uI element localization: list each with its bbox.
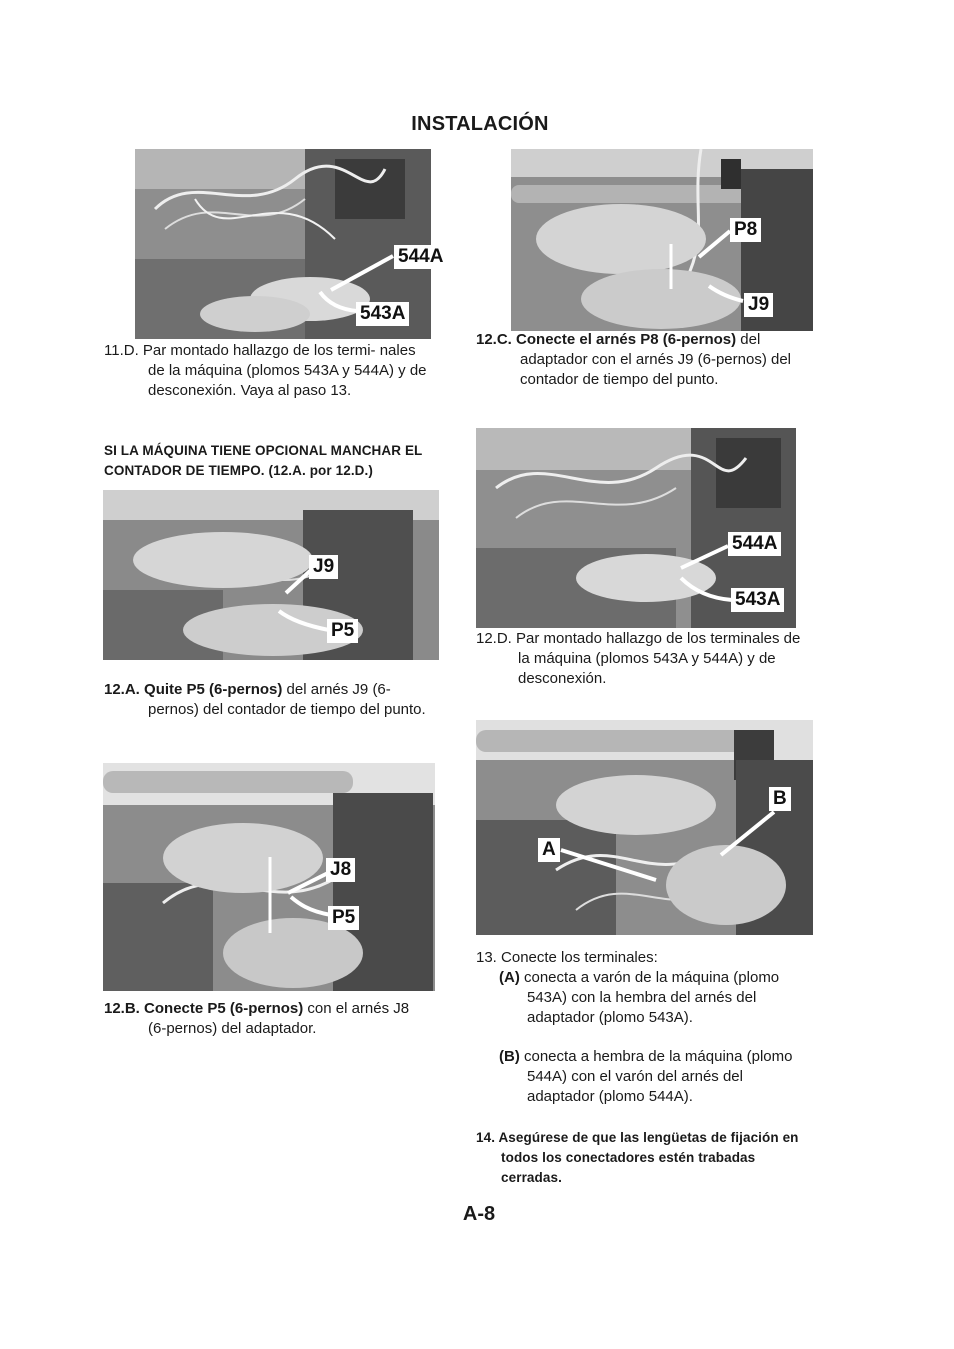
- step-13-intro: 13. Conecte los terminales:: [476, 949, 658, 966]
- callout-j9: J9: [309, 555, 338, 579]
- step-12b: [104, 999, 429, 1039]
- step-12a: [104, 680, 429, 720]
- callout-arrows-12a: [103, 490, 443, 670]
- callout-arrows-12c: [511, 149, 816, 339]
- callout-arrows-13: [476, 720, 816, 940]
- step-12c-number: 12.C.: [476, 331, 512, 348]
- step-12a-text: del arnés J9 (6- pernos) del contador de tiempo del punto.: [148, 681, 426, 718]
- step-14-text: Asegúrese de que las lengüetas de fijación en todos los conectadores estén trabadas cerradas.: [498, 1130, 799, 1185]
- callout-j8: J8: [326, 858, 355, 882]
- callout-arrows-12b: [103, 763, 443, 1003]
- callout-a: A: [538, 838, 560, 862]
- step-12c-text: del adaptador con el arnés J9 (6-pernos) del contador de tiempo del punto.: [520, 331, 791, 388]
- step-13-a: [499, 968, 817, 1028]
- callout-p8: P8: [730, 218, 761, 242]
- callout-543a-d: 543A: [731, 588, 784, 612]
- callout-arrows-11d: [135, 149, 435, 349]
- step-13-b-label: (B): [499, 1048, 520, 1065]
- callout-p5: P5: [327, 619, 358, 643]
- step-14-number: 14.: [476, 1130, 496, 1145]
- step-13-a-label: (A): [499, 969, 520, 986]
- step-11d-text: Par montado hallazgo de los termi- nales de la máquina (plomos 543A y 544A) y de desconexión. Vaya al paso 13.: [142, 342, 427, 399]
- step-13-b-text: conecta a hembra de la máquina (plomo 544A) con el varón del arnés del adaptador (plomo 544A).: [524, 1048, 793, 1105]
- step-12b-bold: Conecte P5 (6-pernos): [144, 1000, 304, 1017]
- step-12d-text: Par montado hallazgo de los terminales de la máquina (plomos 543A y 544A) y de desconexión.: [516, 630, 801, 687]
- callout-p5-b: P5: [328, 906, 359, 930]
- step-14: [476, 1128, 816, 1188]
- step-11d-number: 11.D.: [104, 342, 139, 359]
- page-title: INSTALACIÓN: [411, 113, 549, 135]
- step-12a-number: 12.A.: [104, 681, 140, 698]
- callout-544a: 544A: [394, 245, 447, 269]
- step-13-b: [499, 1047, 809, 1107]
- optional-timer-warning: SI LA MÁQUINA TIENE OPCIONAL MANCHAR EL CONTADOR DE TIEMPO. (12.A. por 12.D.): [104, 443, 423, 478]
- step-12c-bold: Conecte el arnés P8 (6-pernos): [516, 331, 737, 348]
- callout-j9-c: J9: [744, 293, 773, 317]
- step-12d-number: 12.D.: [476, 630, 512, 647]
- step-12b-text: con el arnés J8 (6-pernos) del adaptador.: [148, 1000, 410, 1037]
- callout-543a: 543A: [356, 302, 409, 326]
- step-12c: [476, 330, 811, 390]
- page-number: A-8: [462, 1203, 496, 1225]
- step-12b-number: 12.B.: [104, 1000, 140, 1017]
- step-13-a-text: conecta a varón de la máquina (plomo 543A) con la hembra del arnés del adaptador (plomo 543A).: [524, 969, 780, 1026]
- step-12d: [476, 629, 816, 689]
- step-11d: [104, 341, 434, 401]
- callout-arrows-12d: [476, 428, 806, 638]
- callout-b: B: [769, 787, 791, 811]
- step-12a-bold: Quite P5 (6-pernos): [144, 681, 283, 698]
- callout-544a-d: 544A: [728, 532, 781, 556]
